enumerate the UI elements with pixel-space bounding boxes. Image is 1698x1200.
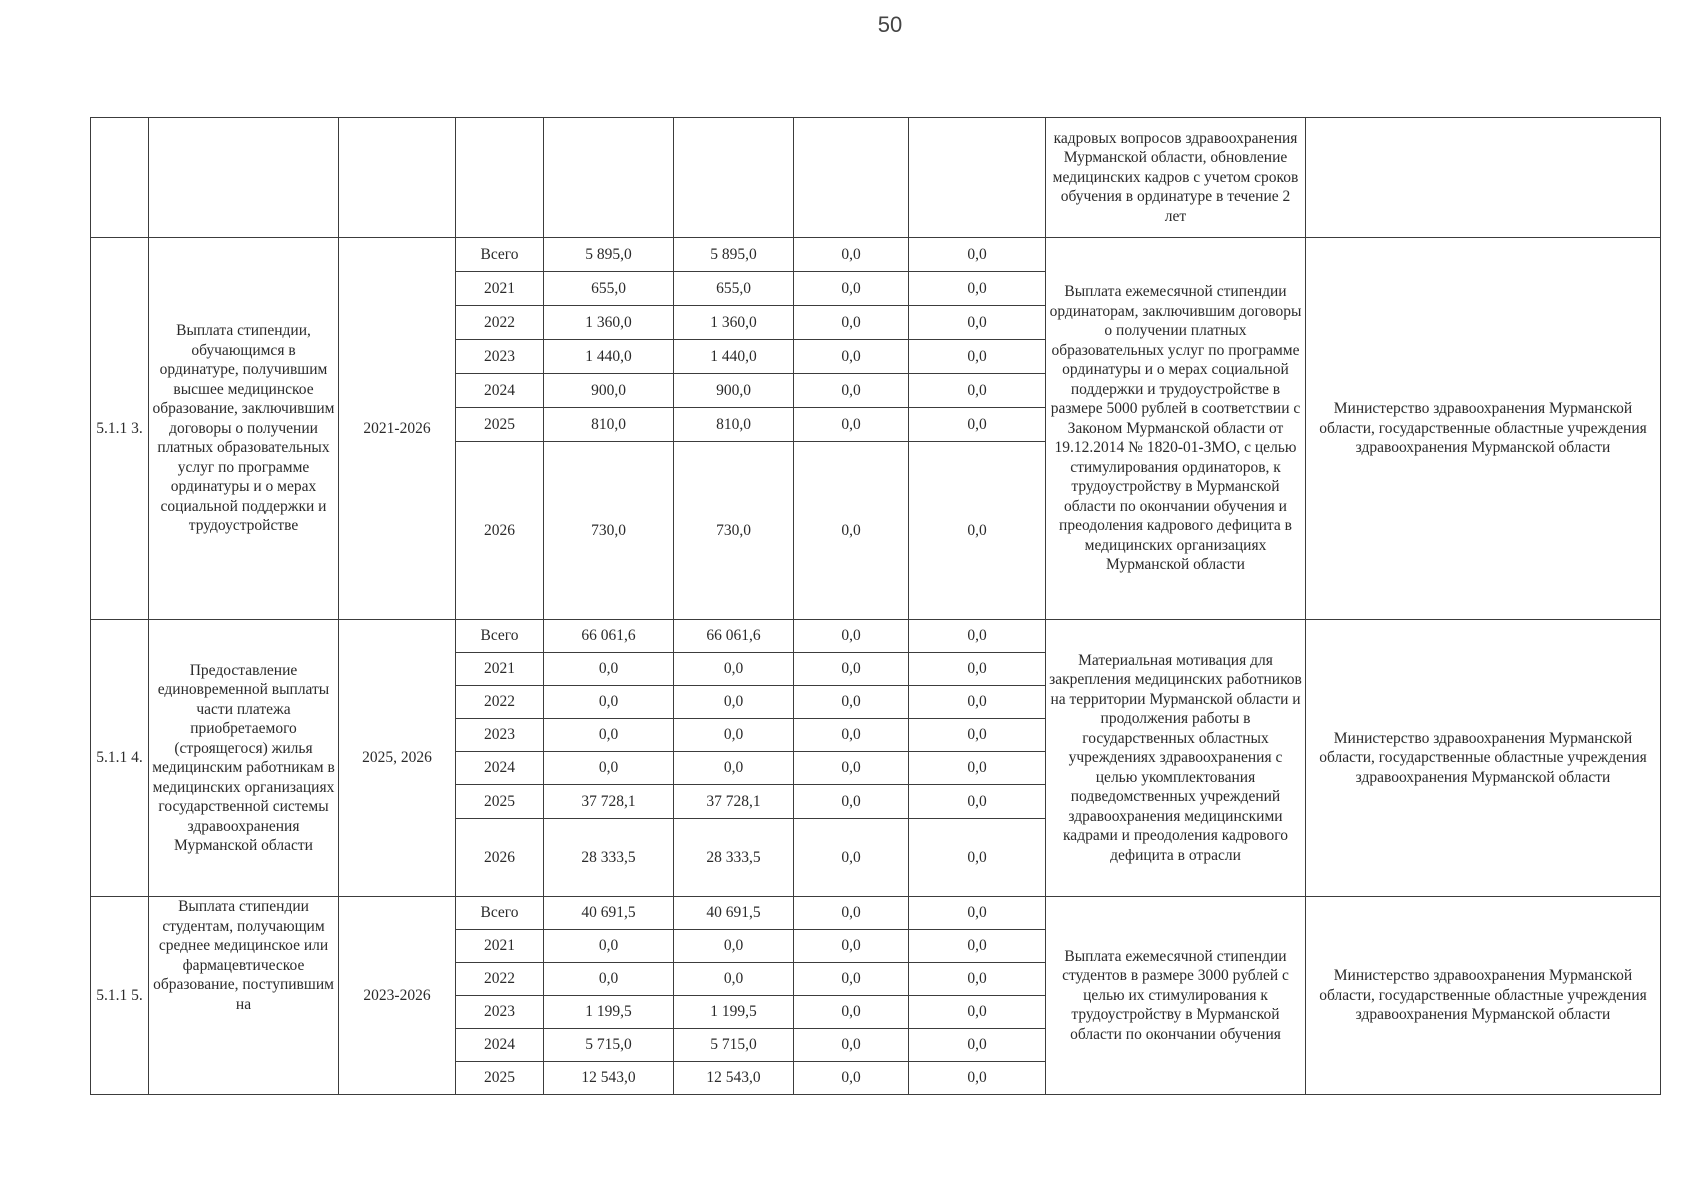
year-label: Всего (456, 620, 544, 653)
regional-budget-cell (674, 118, 794, 238)
value-federal: 0,0 (794, 785, 909, 819)
value-federal: 0,0 (794, 340, 909, 374)
value-federal: 0,0 (794, 996, 909, 1029)
year-label: 2021 (456, 930, 544, 963)
value-other: 0,0 (909, 785, 1046, 819)
value-regional: 0,0 (674, 653, 794, 686)
value-total: 40 691,5 (544, 897, 674, 930)
year-label: 2024 (456, 1029, 544, 1062)
other-sources-cell (909, 118, 1046, 238)
continuation-row (91, 118, 1661, 238)
year-label: 2024 (456, 752, 544, 785)
value-regional: 1 360,0 (674, 306, 794, 340)
value-other: 0,0 (909, 620, 1046, 653)
value-regional: 730,0 (674, 442, 794, 620)
value-federal: 0,0 (794, 620, 909, 653)
year-label: Всего (456, 897, 544, 930)
value-federal: 0,0 (794, 686, 909, 719)
table-row (91, 620, 1661, 653)
value-total: 1 199,5 (544, 996, 674, 1029)
value-federal: 0,0 (794, 719, 909, 752)
value-federal: 0,0 (794, 442, 909, 620)
measure-period: 2025, 2026 (339, 620, 456, 897)
value-regional: 5 895,0 (674, 238, 794, 272)
value-regional: 1 440,0 (674, 340, 794, 374)
value-regional: 0,0 (674, 686, 794, 719)
value-federal: 0,0 (794, 752, 909, 785)
value-federal: 0,0 (794, 1062, 909, 1095)
program-measures-table (90, 117, 1661, 1095)
value-federal: 0,0 (794, 306, 909, 340)
value-total: 0,0 (544, 963, 674, 996)
value-other: 0,0 (909, 752, 1046, 785)
value-other: 0,0 (909, 374, 1046, 408)
measure-executor: Министерство здравоохранения Мурманской области, государственные областные учреждения здравоохранения Мурманской области (1306, 897, 1661, 1095)
measure-name: Выплата стипендии студентам, получающим среднее медицинское или фармацевтическое образование, поступившим на (149, 897, 339, 1095)
measure-executor: Министерство здравоохранения Мурманской области, государственные областные учреждения здравоохранения Мурманской области (1306, 238, 1661, 620)
value-federal: 0,0 (794, 408, 909, 442)
value-federal: 0,0 (794, 897, 909, 930)
year-label: 2025 (456, 408, 544, 442)
value-federal: 0,0 (794, 272, 909, 306)
measure-period: 2023-2026 (339, 897, 456, 1095)
value-total: 0,0 (544, 752, 674, 785)
value-total: 655,0 (544, 272, 674, 306)
value-total: 37 728,1 (544, 785, 674, 819)
period-cell (339, 118, 456, 238)
year-label: 2021 (456, 653, 544, 686)
measure-result: Материальная мотивация для закрепления медицинских работников на территории Мурманской области и продолжения работы в государственных областных учреждениях здравоохранения с целью укомплектования подведомственных учреждений здравоохранения медицинскими кадрами и преодоления кадрового дефицита в отрасли (1046, 620, 1306, 897)
id-cell (91, 118, 149, 238)
value-federal: 0,0 (794, 930, 909, 963)
value-total: 12 543,0 (544, 1062, 674, 1095)
value-other: 0,0 (909, 408, 1046, 442)
value-federal: 0,0 (794, 963, 909, 996)
value-other: 0,0 (909, 1029, 1046, 1062)
value-regional: 5 715,0 (674, 1029, 794, 1062)
value-federal: 0,0 (794, 819, 909, 897)
result-cell: кадровых вопросов здравоохранения Мурманской области, обновление медицинских кадров с учетом сроков обучения в ординатуре в течение 2 лет (1046, 118, 1306, 238)
value-regional: 0,0 (674, 752, 794, 785)
measure-id: 5.1.1 4. (91, 620, 149, 897)
value-total: 0,0 (544, 930, 674, 963)
value-other: 0,0 (909, 897, 1046, 930)
year-label: 2024 (456, 374, 544, 408)
value-other: 0,0 (909, 719, 1046, 752)
value-regional: 0,0 (674, 719, 794, 752)
value-other: 0,0 (909, 819, 1046, 897)
year-label: 2026 (456, 442, 544, 620)
year-cell (456, 118, 544, 238)
year-label: 2023 (456, 719, 544, 752)
value-other: 0,0 (909, 686, 1046, 719)
value-total: 0,0 (544, 653, 674, 686)
value-total: 5 715,0 (544, 1029, 674, 1062)
table-row (91, 238, 1661, 272)
year-label: 2022 (456, 963, 544, 996)
table-row (91, 897, 1661, 930)
value-other: 0,0 (909, 340, 1046, 374)
value-total: 0,0 (544, 719, 674, 752)
measure-executor: Министерство здравоохранения Мурманской области, государственные областные учреждения здравоохранения Мурманской области (1306, 620, 1661, 897)
value-other: 0,0 (909, 1062, 1046, 1095)
measure-result: Выплата ежемесячной стипендии студентов в размере 3000 рублей с целью их стимулирования к трудоустройству в Мурманской области по окончании обучения (1046, 897, 1306, 1095)
value-regional: 0,0 (674, 930, 794, 963)
year-label: 2025 (456, 1062, 544, 1095)
value-total: 66 061,6 (544, 620, 674, 653)
measure-id: 5.1.1 5. (91, 897, 149, 1095)
name-cell (149, 118, 339, 238)
year-label: 2026 (456, 819, 544, 897)
year-label: 2023 (456, 996, 544, 1029)
year-label: 2021 (456, 272, 544, 306)
value-regional: 28 333,5 (674, 819, 794, 897)
value-total: 5 895,0 (544, 238, 674, 272)
value-regional: 655,0 (674, 272, 794, 306)
value-federal: 0,0 (794, 374, 909, 408)
value-regional: 40 691,5 (674, 897, 794, 930)
value-other: 0,0 (909, 238, 1046, 272)
value-other: 0,0 (909, 996, 1046, 1029)
value-regional: 810,0 (674, 408, 794, 442)
measure-result: Выплата ежемесячной стипендии ординаторам, заключившим договоры о получении платных образовательных услуг по программе ординатуры и о мерах социальной поддержки и трудоустройстве в размере 5000 рублей в соответствии с Законом Мурманской области от 19.12.2014 № 1820-01-ЗМО, с целью стимулирования ординаторов, к трудоустройству в Мурманской области по окончании обучения и преодоления кадрового дефицита в медицинских организациях Мурманской области (1046, 238, 1306, 620)
value-other: 0,0 (909, 930, 1046, 963)
page-number: 50 (877, 12, 903, 37)
value-total: 730,0 (544, 442, 674, 620)
value-total: 1 360,0 (544, 306, 674, 340)
measure-period: 2021-2026 (339, 238, 456, 620)
year-label: 2022 (456, 686, 544, 719)
executor-cell (1306, 118, 1661, 238)
value-other: 0,0 (909, 272, 1046, 306)
value-federal: 0,0 (794, 1029, 909, 1062)
year-label: 2025 (456, 785, 544, 819)
value-total: 1 440,0 (544, 340, 674, 374)
value-regional: 0,0 (674, 963, 794, 996)
measure-id: 5.1.1 3. (91, 238, 149, 620)
value-regional: 12 543,0 (674, 1062, 794, 1095)
value-total: 900,0 (544, 374, 674, 408)
year-label: 2023 (456, 340, 544, 374)
year-label: 2022 (456, 306, 544, 340)
value-regional: 1 199,5 (674, 996, 794, 1029)
value-other: 0,0 (909, 442, 1046, 620)
value-other: 0,0 (909, 306, 1046, 340)
value-total: 28 333,5 (544, 819, 674, 897)
value-other: 0,0 (909, 963, 1046, 996)
federal-budget-cell (794, 118, 909, 238)
value-regional: 900,0 (674, 374, 794, 408)
total-cell (544, 118, 674, 238)
value-regional: 66 061,6 (674, 620, 794, 653)
measure-name: Выплата стипендии, обучающимся в ординатуре, получившим высшее медицинское образование, заключившим договоры о получении платных образовательных услуг по программе ординатуры и о мерах социальной поддержки и трудоустройстве (149, 238, 339, 620)
value-federal: 0,0 (794, 238, 909, 272)
value-other: 0,0 (909, 653, 1046, 686)
measure-name: Предоставление единовременной выплаты части платежа приобретаемого (строящегося) жилья медицинским работникам в медицинских организациях государственной системы здравоохранения Мурманской области (149, 620, 339, 897)
value-total: 0,0 (544, 686, 674, 719)
value-federal: 0,0 (794, 653, 909, 686)
value-regional: 37 728,1 (674, 785, 794, 819)
year-label: Всего (456, 238, 544, 272)
value-total: 810,0 (544, 408, 674, 442)
